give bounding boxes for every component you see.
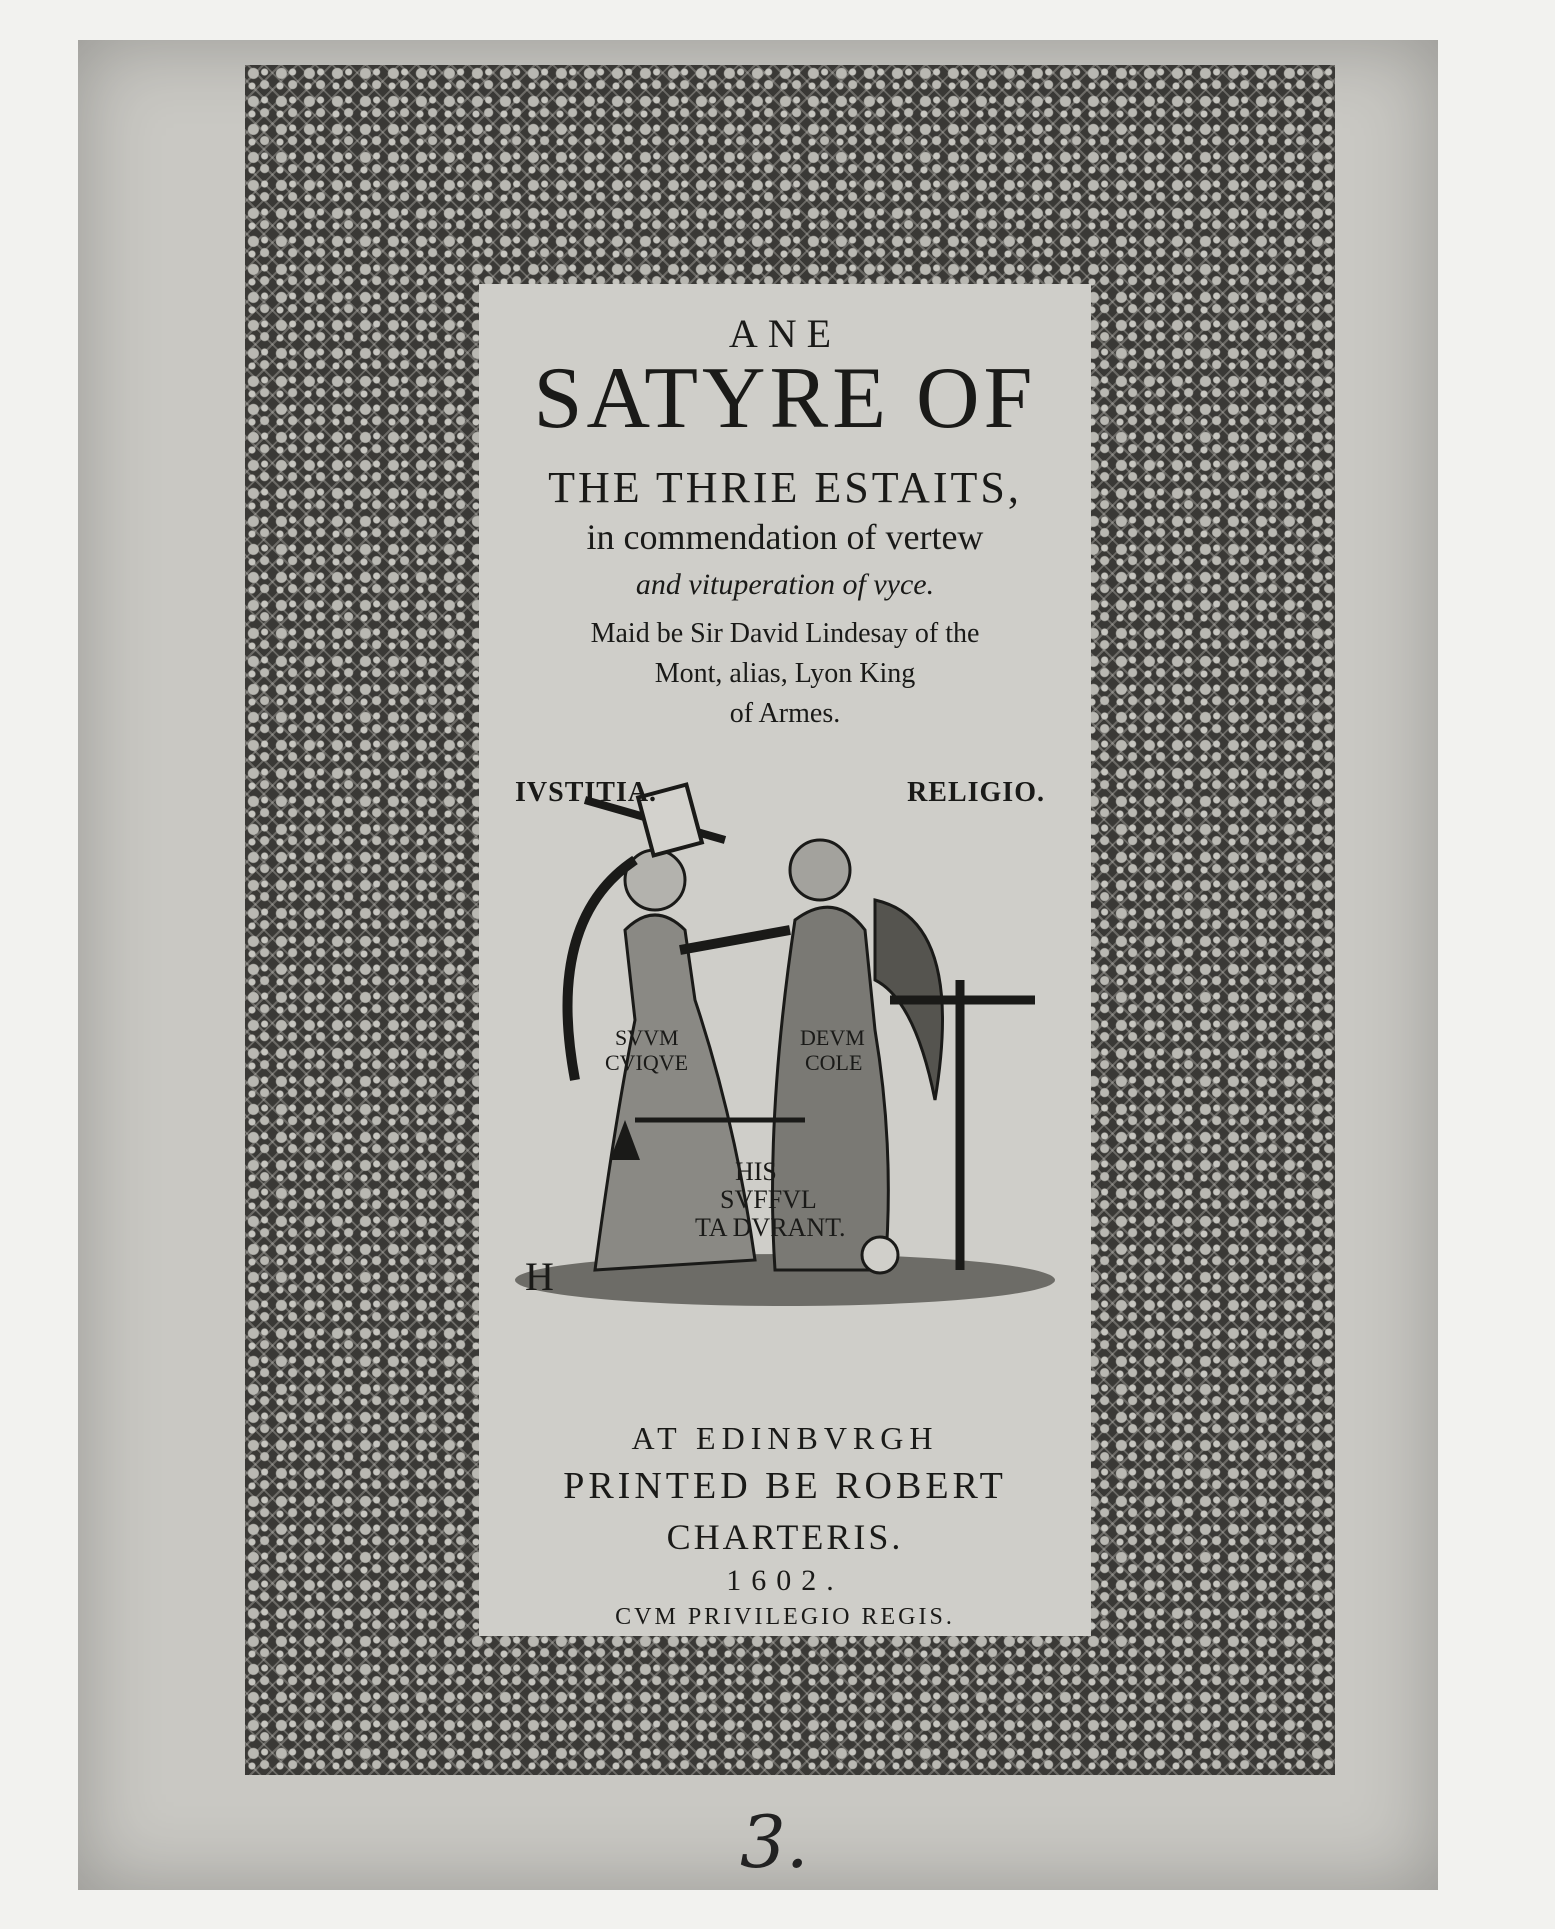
scroll-text-right-2: COLE <box>805 1050 863 1075</box>
imprint-privilege: CVM PRIVILEGIO REGIS. <box>615 1604 955 1630</box>
scroll-text-right-1: DEVM <box>800 1025 865 1050</box>
scroll-text-left-2: CVIQVE <box>605 1050 689 1075</box>
center-text-1: HIS <box>735 1157 777 1186</box>
label-religio: RELIGIO. <box>907 777 1045 808</box>
handwritten-mark: 3. <box>740 1800 809 1884</box>
imprint-printer: PRINTED BE ROBERT <box>563 1465 1007 1507</box>
imprint-year: 1602. <box>726 1564 844 1597</box>
woodcut-illustration <box>495 750 1075 1310</box>
subtitle-vituperation: and vituperation of vyce. <box>635 568 935 601</box>
imprint-place: AT EDINBVRGH <box>631 1420 939 1456</box>
author-line-2: Mont, alias, Lyon King <box>654 658 916 689</box>
woodcut-monogram: H <box>525 1254 554 1299</box>
center-text-3: TA DVRANT. <box>695 1213 846 1242</box>
scroll-text-left-1: SVVM <box>615 1025 679 1050</box>
center-text-2: SVFFVL <box>720 1185 817 1214</box>
title-panel <box>485 290 1085 1630</box>
label-iustitia: IVSTITIA. <box>515 777 658 808</box>
author-line-1: Maid be Sir David Lindesay of the <box>590 618 980 649</box>
subtitle-commendation: in commendation of vertew <box>586 517 984 557</box>
author-line-3: of Armes. <box>729 698 841 729</box>
title-line-thrie-estaits: THE THRIE ESTAITS, <box>548 463 1022 512</box>
title-line-satyre: SATYRE OF <box>533 350 1037 447</box>
title-line-ane: ANE <box>728 311 842 356</box>
imprint-printer-name: CHARTERIS. <box>666 1517 904 1557</box>
